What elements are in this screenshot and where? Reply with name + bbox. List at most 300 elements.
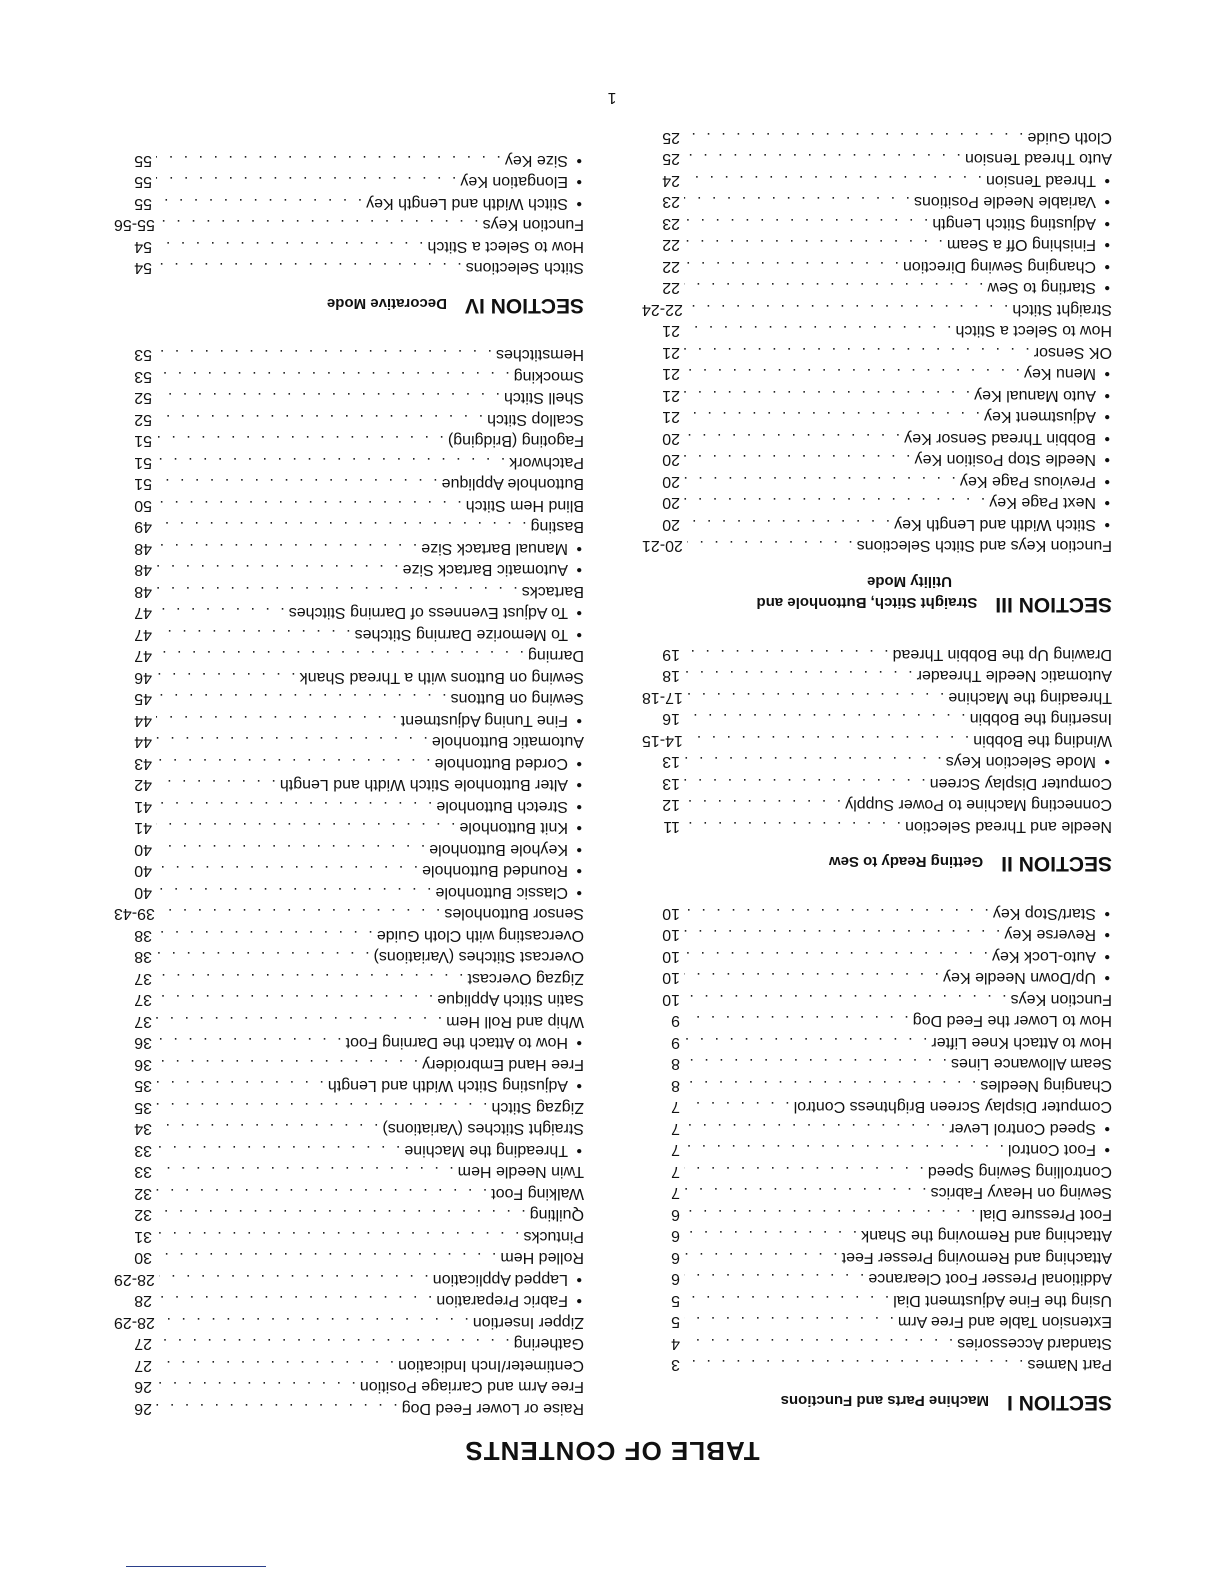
toc-entry-page: 33: [134, 1163, 152, 1181]
toc-entry-page: 40: [134, 862, 152, 880]
toc-entry-page: 44: [134, 712, 152, 729]
dot-leader: [684, 471, 956, 493]
toc-entry-page: 25: [662, 150, 680, 168]
toc-entry-label: • Auto-Lock Key: [992, 946, 1112, 968]
dot-leader: [684, 644, 889, 666]
toc-entry: [114, 1333, 584, 1355]
toc-entry: [642, 794, 1112, 816]
toc-entry-page: 22: [662, 236, 680, 254]
toc-entry-label: Auto Thread Tension: [964, 150, 1112, 168]
toc-entry-page: 26: [134, 1400, 152, 1417]
toc-entry-page: 51: [134, 432, 152, 450]
toc-entry: [642, 1161, 1112, 1183]
dot-leader: [684, 1225, 857, 1247]
toc-entry-label: Raise or Lower Feed Dog: [401, 1400, 584, 1417]
toc-entry: [642, 1225, 1112, 1247]
dot-leader: [156, 1376, 356, 1398]
dot-leader: [156, 1183, 487, 1205]
toc-entry-label: Threading the Machine: [948, 689, 1112, 706]
dot-leader: [156, 1118, 378, 1140]
section-number: SECTION IV: [464, 294, 584, 317]
dot-leader: [156, 559, 399, 581]
toc-entry-page: 21: [662, 365, 680, 383]
toc-entry-label: • Menu Key: [1024, 363, 1112, 385]
dot-leader: [684, 1075, 976, 1097]
section-heading: [114, 293, 584, 317]
toc-entry-label: How to Select a Stitch: [427, 238, 584, 255]
toc-entry-page: 20: [662, 516, 680, 533]
toc-entry: [114, 1054, 584, 1076]
toc-entry: [642, 213, 1112, 235]
toc-entry: [642, 1118, 1112, 1140]
dot-leader: [684, 665, 913, 687]
toc-entry: [642, 471, 1112, 493]
dot-leader: [684, 1053, 947, 1075]
dot-leader: [156, 495, 462, 517]
dot-leader: [687, 687, 944, 709]
toc-entry-label: • Previous Page Key: [960, 471, 1112, 493]
toc-entry-label: Sensor Buttonholes: [444, 905, 584, 923]
toc-entry-label: • Automatic Bartack Size: [403, 559, 584, 581]
toc-entry-label: Rolled Hem: [500, 1249, 584, 1267]
toc-entry-label: • Stitch Width and Length Key: [894, 514, 1112, 536]
toc-entry-label: • Thread Tension: [986, 170, 1112, 192]
toc-entry-page: 38: [134, 948, 152, 966]
toc-entry-label: Automatic Needle Threader: [916, 667, 1112, 685]
section-subtitle: Machine Parts and Functions: [780, 1392, 989, 1409]
toc-entry: [114, 538, 584, 560]
dot-leader: [156, 796, 432, 818]
toc-entry-page: 51: [134, 475, 152, 493]
toc-entry-label: Zigzag Stitch: [491, 1099, 584, 1116]
toc-entry: [642, 514, 1112, 536]
toc-entry-label: Pintucks: [523, 1228, 584, 1245]
toc-entry-label: Straight Stitches (Variations): [382, 1120, 584, 1138]
toc-entry-label: Automatic Buttonhole: [431, 733, 584, 751]
toc-entry-label: Inserting the Bobbin: [969, 710, 1112, 728]
toc-entry: [114, 1097, 584, 1119]
toc-entry-page: 32: [134, 1185, 152, 1202]
section-heading: [642, 1390, 1112, 1414]
toc-entry-page: 17-18: [642, 689, 683, 706]
toc-entry-label: Hemstitches: [495, 346, 584, 364]
toc-entry-label: • Bobbin Thread Sensor Key: [904, 428, 1112, 450]
toc-right-column: [114, 150, 584, 1420]
toc-entry-label: Scallop Stitch: [487, 411, 584, 428]
toc-entry-page: 37: [134, 970, 152, 987]
dot-leader: [687, 535, 853, 557]
toc-entry-page: 46: [134, 669, 152, 686]
toc-entry-page: 24: [662, 172, 680, 189]
toc-entry-page: 13: [662, 775, 680, 792]
toc-entry-page: 53: [134, 346, 152, 364]
toc-entry: [114, 1204, 584, 1226]
dot-leader: [156, 581, 518, 603]
dot-leader: [156, 1333, 510, 1355]
dot-leader: [156, 1054, 418, 1076]
toc-entry-page: 52: [134, 389, 152, 407]
toc-entry: [642, 277, 1112, 299]
dot-leader: [684, 406, 980, 428]
dot-leader: [159, 1269, 429, 1291]
toc-entry-label: Patchwork: [509, 454, 584, 471]
dot-leader: [156, 731, 428, 753]
toc-entry-page: 10: [662, 905, 680, 922]
dot-leader: [156, 1355, 394, 1377]
toc-entry: [642, 1268, 1112, 1290]
dot-leader: [156, 710, 397, 732]
toc-entry: [114, 1118, 584, 1140]
footer-rule: [126, 1566, 266, 1567]
toc-entry: [114, 1183, 584, 1205]
toc-entry: [114, 473, 584, 495]
toc-entry: [114, 516, 584, 538]
toc-entry: [642, 665, 1112, 687]
toc-entry: [114, 774, 584, 796]
dot-leader: [684, 708, 966, 730]
toc-entry-label: • Size Key: [505, 150, 584, 172]
toc-entry-label: Satin Stitch Applique: [437, 991, 584, 1009]
toc-entry: [114, 710, 584, 732]
toc-entry-page: 5: [671, 1313, 680, 1331]
toc-entry: [114, 495, 584, 517]
toc-entry: [642, 363, 1112, 385]
toc-entry: [642, 1139, 1112, 1161]
toc-entry: [642, 773, 1112, 795]
toc-entry-page: 55: [134, 173, 152, 191]
toc-entry: [642, 816, 1112, 838]
toc-entry-label: • To Adjust Evenness of Darning Stitches: [289, 602, 584, 624]
toc-entry: [642, 1204, 1112, 1226]
toc-entry-label: • How to Attach the Darning Foot: [346, 1032, 584, 1054]
toc-entry-label: • To Memorize Darning Stitches: [355, 624, 584, 646]
dot-leader: [684, 277, 984, 299]
dot-leader: [684, 1182, 927, 1204]
toc-entry: [642, 1010, 1112, 1032]
toc-entry-label: Attaching and Removing the Shank: [861, 1227, 1112, 1245]
toc-entry-page: 28-29: [114, 1271, 155, 1288]
dot-leader: [156, 667, 296, 689]
toc-entry-label: Overcast Stitches (Variations): [373, 948, 584, 966]
toc-entry-page: 54: [134, 259, 152, 277]
toc-entry-page: 21: [662, 387, 680, 404]
toc-entry-page: 45: [134, 690, 152, 708]
dot-leader: [156, 968, 464, 990]
dot-leader: [156, 430, 444, 452]
dot-leader: [156, 516, 527, 538]
toc-entry-label: • Threading the Machine: [404, 1140, 584, 1162]
toc-entry-page: 10: [662, 969, 680, 987]
dot-leader: [156, 1204, 526, 1226]
toc-entry-label: • Alter Buttonhole Stitch Width and Length: [280, 774, 584, 796]
toc-entry: [114, 1398, 584, 1420]
toc-entry-label: • Keyhole Buttonhole: [429, 839, 584, 861]
toc-entry-page: 33: [134, 1142, 152, 1159]
toc-entry-label: • Up/Down Needle Key: [943, 967, 1112, 989]
toc-entry: [642, 1354, 1112, 1376]
dot-leader: [684, 492, 985, 514]
page-number: 1: [607, 89, 617, 106]
dot-leader: [156, 925, 373, 947]
section-number: SECTION III: [995, 593, 1112, 617]
page-title: TABLE OF CONTENTS: [464, 1436, 760, 1466]
toc-entry: [642, 687, 1112, 709]
toc-entry-page: 42: [134, 776, 152, 794]
toc-entry: [114, 1290, 584, 1312]
toc-entry-page: 19: [662, 646, 680, 663]
dot-leader: [684, 967, 939, 989]
toc-entry-page: 8: [671, 1077, 680, 1094]
toc-entry-page: 21: [662, 344, 680, 361]
toc-entry-label: How to Attach Knee Lifter: [931, 1034, 1112, 1051]
toc-entry-page: 47: [134, 626, 152, 643]
toc-entry-page: 6: [671, 1227, 680, 1245]
dot-leader: [156, 1290, 432, 1312]
toc-entry-label: Drawing Up the Bobbin Thread: [892, 646, 1112, 663]
toc-entry-page: 5: [671, 1292, 680, 1309]
toc-entry-page: 41: [134, 819, 152, 837]
dot-leader: [684, 385, 970, 407]
toc-entry: [114, 193, 584, 215]
toc-entry-label: Computer Display Screen Brightness Control: [793, 1098, 1112, 1116]
toc-entry-label: Part Names: [1027, 1356, 1112, 1374]
dot-leader: [684, 256, 899, 278]
toc-entry-page: 20: [662, 451, 680, 469]
dot-leader: [684, 1118, 945, 1140]
toc-entry-page: 23: [662, 215, 680, 232]
dot-leader: [684, 1161, 924, 1183]
toc-entry: [114, 430, 584, 452]
toc-entry: [114, 559, 584, 581]
toc-entry-page: 13: [662, 753, 680, 771]
toc-entry-label: • Adjustment Key: [984, 406, 1112, 428]
dot-leader: [156, 1226, 520, 1248]
toc-entry-page: 39-43: [114, 905, 155, 923]
dot-leader: [156, 150, 501, 172]
toc-entry-page: 47: [134, 647, 152, 665]
toc-entry-label: Extension Table and Free Arm: [897, 1313, 1112, 1331]
toc-entry-label: Shell Stitch: [503, 389, 584, 407]
toc-entry: [642, 708, 1112, 730]
dot-leader: [684, 1096, 790, 1118]
section-number: SECTION I: [1006, 1391, 1112, 1414]
toc-entry-page: 3: [671, 1356, 680, 1374]
toc-entry-page: 48: [134, 583, 152, 600]
dot-leader: [156, 1011, 442, 1033]
toc-entry-page: 35: [134, 1099, 152, 1116]
dot-leader: [156, 193, 362, 215]
dot-leader: [156, 688, 447, 710]
toc-entry-page: 10: [662, 948, 680, 965]
toc-entry-label: • Changing Sewing Direction: [903, 256, 1112, 278]
section-heading: [642, 571, 1112, 616]
toc-entry-label: Zigzag Overcast: [467, 970, 584, 987]
toc-entry-page: 48: [134, 540, 152, 557]
dot-leader: [159, 214, 479, 236]
dot-leader: [684, 127, 1024, 149]
toc-entry: [642, 903, 1112, 925]
toc-entry-page: 21: [662, 322, 680, 340]
toc-entry-page: 14-15: [642, 732, 683, 749]
toc-entry-label: Basting: [530, 518, 584, 536]
toc-entry: [114, 1247, 584, 1269]
dot-leader: [684, 773, 926, 795]
toc-entry: [642, 1096, 1112, 1118]
toc-entry-page: 32: [134, 1206, 152, 1224]
dot-leader: [684, 903, 989, 925]
dot-leader: [156, 344, 492, 366]
toc-entry: [114, 1032, 584, 1054]
toc-entry-page: 49: [134, 518, 152, 536]
toc-entry: [114, 688, 584, 710]
toc-entry: [114, 968, 584, 990]
toc-entry: [114, 903, 584, 925]
dot-leader: [684, 751, 942, 773]
toc-entry-page: 54: [134, 238, 152, 255]
dot-leader: [156, 538, 417, 560]
toc-entry-page: 28-29: [114, 1314, 155, 1331]
toc-entry-label: • Corded Buttonhole: [435, 753, 584, 775]
toc-left-column: [642, 127, 1112, 1420]
toc-entry-label: Centimeter/Inch Indication: [398, 1357, 584, 1374]
toc-entry-label: • Fabric Preparation: [436, 1290, 584, 1312]
toc-entry-page: 27: [134, 1357, 152, 1374]
toc-entry: [114, 1161, 584, 1183]
toc-entry: [642, 1311, 1112, 1333]
dot-leader: [156, 645, 524, 667]
toc-entry-label: Connecting Machine to Power Supply: [845, 796, 1112, 814]
toc-entry: [114, 1011, 584, 1033]
toc-entry-page: 8: [671, 1055, 680, 1073]
dot-leader: [684, 1010, 909, 1032]
dot-leader: [156, 624, 351, 646]
toc-entry: [114, 1140, 584, 1162]
toc-entry-page: 25: [662, 129, 680, 146]
toc-entry-label: Blind Hem Stitch: [465, 497, 584, 514]
toc-entry: [114, 925, 584, 947]
toc-entry-label: • Fine Tuning Adjustment: [401, 710, 584, 732]
dot-leader: [684, 924, 1000, 946]
toc-entry-label: Controlling Sewing Speed: [927, 1163, 1112, 1180]
toc-entry-page: 20: [662, 473, 680, 490]
section-subtitle: Straight Stitch, Buttonhole and: [756, 594, 978, 612]
toc-entry: [114, 409, 584, 431]
dot-leader: [156, 1032, 342, 1054]
toc-entry-label: Free Hand Embroidery: [422, 1056, 584, 1073]
toc-entry-page: 20-21: [642, 537, 683, 555]
section-number: SECTION II: [1001, 852, 1112, 876]
dot-leader: [156, 1161, 454, 1183]
dot-leader: [156, 1398, 398, 1420]
toc-entry-label: • Start/Stop Key: [993, 903, 1112, 925]
dot-leader: [156, 1075, 324, 1097]
toc-entry-page: 6: [671, 1249, 680, 1266]
toc-entry-label: • Finishing Off a Seam: [947, 234, 1112, 256]
toc-entry: [642, 1290, 1112, 1312]
toc-entry: [114, 882, 584, 904]
toc-entry: [642, 1182, 1112, 1204]
dot-leader: [156, 409, 483, 431]
dot-leader: [684, 1290, 889, 1312]
toc-entry: [114, 731, 584, 753]
toc-entry: [114, 753, 584, 775]
toc-entry-label: • Knit Buttonhole: [459, 817, 584, 839]
toc-entry: [114, 624, 584, 646]
toc-entry-page: 9: [671, 1034, 680, 1051]
toc-entry-page: 10: [662, 991, 680, 1008]
dot-leader: [684, 428, 900, 450]
toc-entry-label: • Needle Stop Position Key: [915, 449, 1112, 471]
toc-entry: [114, 171, 584, 193]
toc-entry: [114, 989, 584, 1011]
toc-entry-label: Whip and Roll Hem: [446, 1013, 584, 1030]
section-subtitle: Decorative Mode: [326, 295, 447, 312]
dot-leader: [156, 839, 425, 861]
toc-entry: [642, 191, 1112, 213]
toc-entry: [114, 602, 584, 624]
dot-leader: [156, 1097, 488, 1119]
toc-entry: [642, 449, 1112, 471]
toc-entry: [642, 127, 1112, 149]
toc-entry-page: 7: [671, 1098, 680, 1116]
toc-entry: [642, 1053, 1112, 1075]
toc-entry-label: Gathering: [513, 1335, 584, 1353]
dot-leader: [684, 148, 961, 170]
dot-leader: [156, 452, 505, 474]
toc-entry-label: Overcasting with Cloth Guide: [376, 927, 584, 944]
toc-entry-label: OK Sensor: [1033, 344, 1112, 361]
toc-entry-page: 23: [662, 193, 680, 211]
toc-entry-page: 53: [134, 368, 152, 385]
dot-leader: [684, 1354, 1024, 1376]
toc-entry-page: 55-56: [114, 216, 155, 234]
toc-entry-label: • Next Page Key: [989, 492, 1112, 514]
toc-entry: [642, 535, 1112, 557]
toc-entry: [114, 1075, 584, 1097]
toc-entry: [642, 299, 1112, 321]
dot-leader: [684, 170, 982, 192]
toc-entry: [642, 1075, 1112, 1097]
dot-leader: [156, 366, 510, 388]
toc-entry-page: 41: [134, 798, 152, 815]
dot-leader: [156, 473, 438, 495]
dot-leader: [684, 363, 1020, 385]
toc-entry-page: 10: [662, 926, 680, 944]
toc-entry-label: • Variable Needle Positions: [914, 191, 1112, 213]
toc-entry: [114, 236, 584, 258]
toc-entry-label: Free Arm and Carriage Position: [359, 1378, 584, 1396]
toc-entry: [642, 234, 1112, 256]
dot-leader: [156, 236, 423, 258]
toc-entry-page: 48: [134, 561, 152, 579]
toc-entry-label: Buttonhole Applique: [441, 475, 584, 493]
toc-entry-page: 6: [671, 1206, 680, 1223]
dot-leader: [687, 299, 1008, 321]
toc-entry: [114, 839, 584, 861]
toc-entry-page: 7: [671, 1163, 680, 1180]
dot-leader: [156, 1140, 400, 1162]
toc-entry: [642, 989, 1112, 1011]
toc-entry-page: 44: [134, 733, 152, 751]
toc-entry-label: Using the Fine Adjustment Dial: [893, 1292, 1112, 1309]
toc-entry: [642, 406, 1112, 428]
toc-entry-label: • Adjusting Stitch Width and Length: [328, 1075, 584, 1097]
toc-entry-page: 55: [134, 152, 152, 169]
toc-entry-page: 36: [134, 1056, 152, 1073]
toc-entry: [642, 170, 1112, 192]
toc-entry-label: Darning: [527, 647, 584, 665]
dot-leader: [684, 234, 943, 256]
